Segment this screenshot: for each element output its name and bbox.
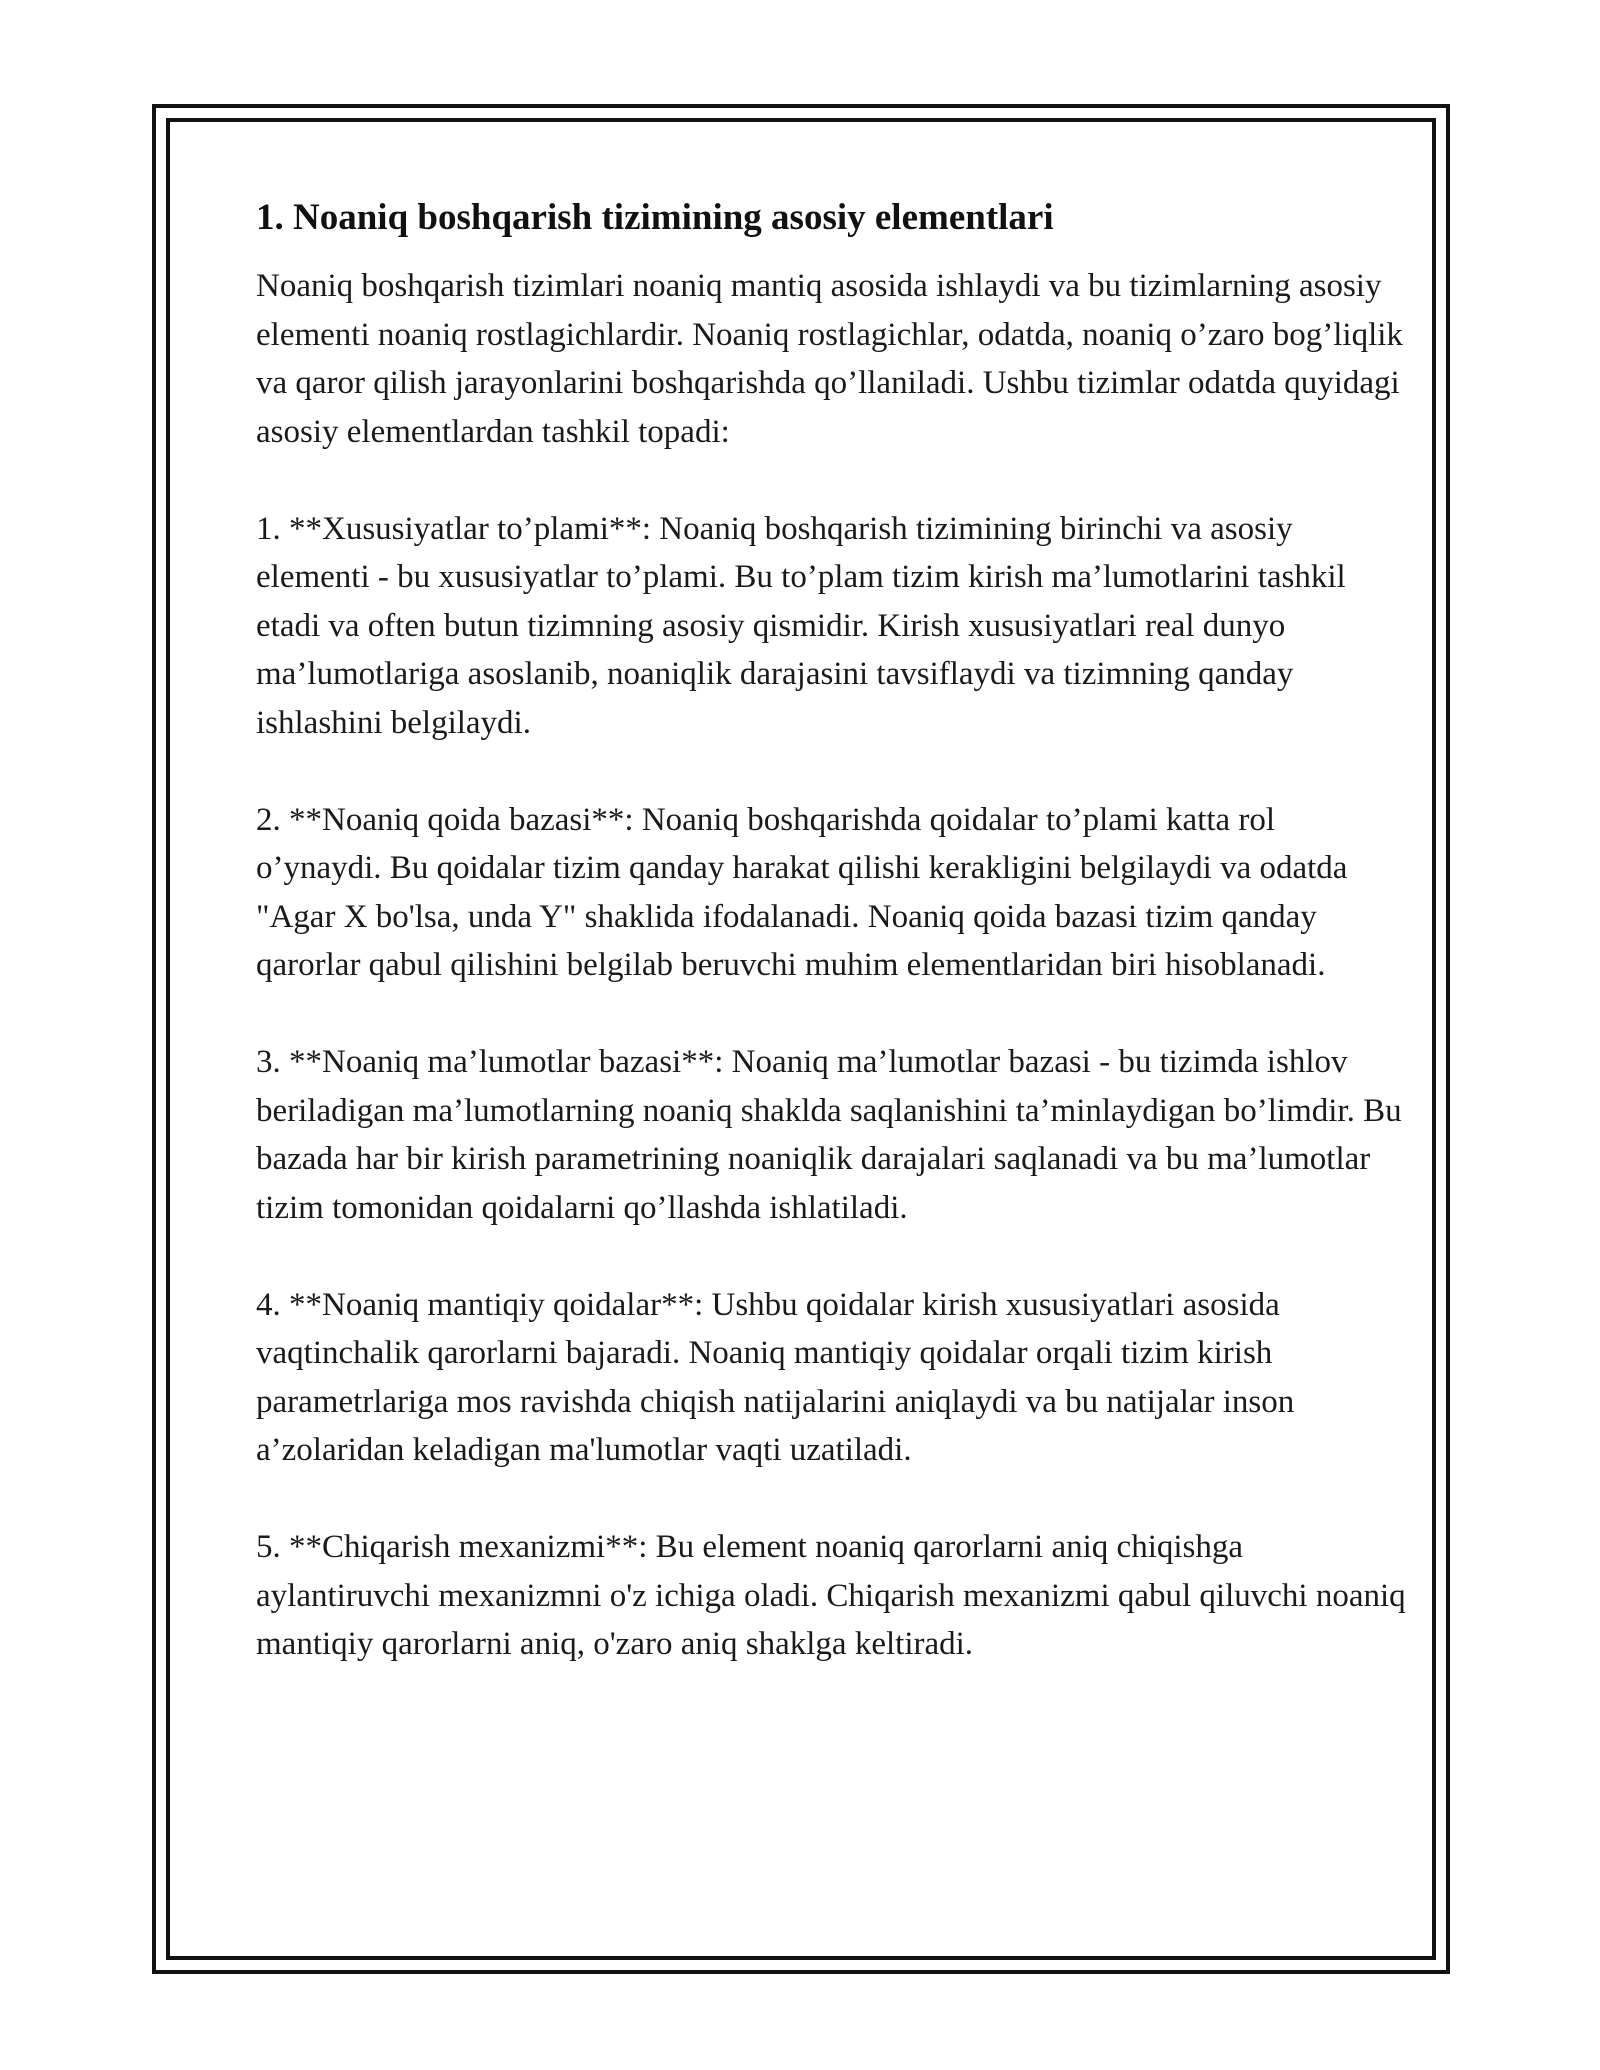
document-body xyxy=(256,194,1406,1669)
list-item-features: 1. **Xususiyatlar to’plami**: Noaniq boshqarish tizimining birinchi va asosiy elementi - bu xususiyatlar to’plami. Bu to’plam tizim kirish ma’lumotlarini tashkil etadi va often butun tizimning asosiy qismidir. Kirish xususiyatlari real dunyo ma’lumotlariga asoslanib, noaniqlik darajasini tavsiflaydi va tizimning qanday ishlashini belgilaydi. xyxy=(256,510,1346,741)
list-item-database: 3. **Noaniq ma’lumotlar bazasi**: Noaniq ma’lumotlar bazasi - bu tizimda ishlov beriladigan ma’lumotlarning noaniq shaklda saqlanishini ta’minlaydigan bo’limdir. Bu bazada har bir kirish parametrining noaniqlik darajalari saqlanadi va bu ma’lumotlar tizim tomonidan qoidalarni qo’llashda ishlatiladi. xyxy=(256,1044,1402,1226)
list-item-logic-rules: 4. **Noaniq mantiqiy qoidalar**: Ushbu qoidalar kirish xususiyatlari asosida vaqtinchalik qarorlarni bajaradi. Noaniq mantiqiy qoidalar orqali tizim kirish parametrlariga mos ravishda chiqish natijalarini aniqlaydi va bu natijalar inson a’zolaridan keladigan ma'lumotlar vaqti uzatiladi. xyxy=(256,1286,1295,1468)
page-border-outer xyxy=(152,104,1450,1974)
list-item-rule-base: 2. **Noaniq qoida bazasi**: Noaniq boshqarishda qoidalar to’plami katta rol o’ynaydi. Bu qoidalar tizim qanday harakat qilishi kerakligini belgilaydi va odatda "Agar X bo'lsa, unda Y" shaklida ifodalanadi. Noaniq qoida bazasi tizim qanday qarorlar qabul qilishini belgilab beruvchi muhim elementlaridan biri hisoblanadi. xyxy=(256,801,1348,983)
section-heading: 1. Noaniq boshqarish tizimining asosiy elementlari xyxy=(256,197,1054,238)
list-item-output-mechanism: 5. **Chiqarish mexanizmi**: Bu element noaniq qarorlarni aniq chiqishga aylantiruvchi mexanizmni o'z ichiga oladi. Chiqarish mexanizmi qabul qiluvchi noaniq mantiqiy qarorlarni aniq, o'zaro aniq shaklga keltiradi. xyxy=(256,1529,1406,1662)
page-border-inner xyxy=(166,118,1436,1960)
intro-paragraph: Noaniq boshqarish tizimlari noaniq mantiq asosida ishlaydi va bu tizimlarning asosiy elementi noaniq rostlagichlardir. Noaniq rostlagichlar, odatda, noaniq o’zaro bog’liqlik va qaror qilish jarayonlarini boshqarishda qo’llaniladi. Ushbu tizimlar odatda quyidagi asosiy elementlardan tashkil topadi: xyxy=(256,268,1403,450)
